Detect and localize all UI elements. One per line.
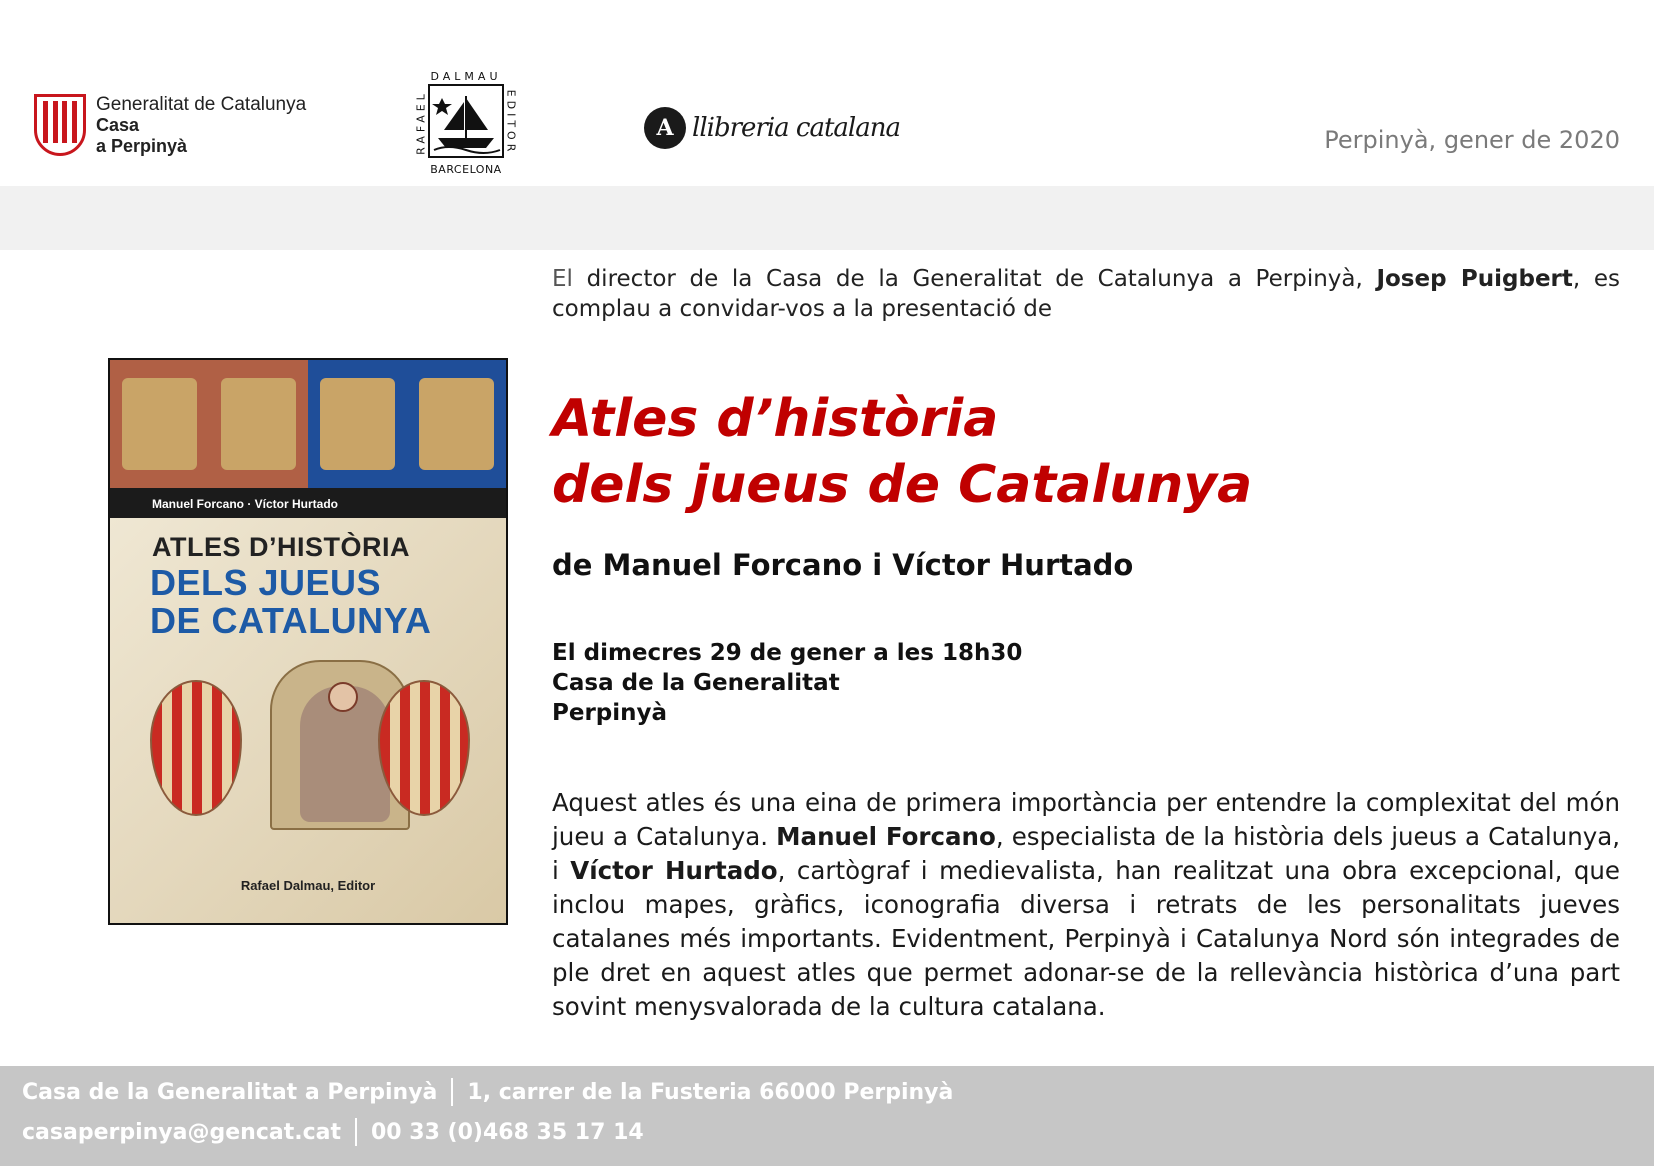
- dalmau-bottom-text: BARCELONA: [430, 163, 502, 176]
- footer-separator: [355, 1118, 357, 1146]
- cover-authors: Manuel Forcano · Víctor Hurtado: [110, 488, 506, 518]
- dalmau-top-text: DALMAU: [430, 70, 502, 83]
- llibreria-mark-icon: A: [644, 107, 686, 149]
- generalitat-emblem-icon: [34, 94, 86, 156]
- footer-address: 1, carrer de la Fusteria 66000 Perpinyà: [467, 1079, 954, 1105]
- footer-contact-row: [22, 1118, 644, 1146]
- footer-phone[interactable]: 00 33 (0)468 35 17 14: [370, 1119, 644, 1145]
- generalitat-name: Generalitat de Catalunya: [96, 93, 307, 115]
- intro-text-2: , es complau a convidar-vos a la presentació de: [552, 266, 1620, 322]
- header-band: [0, 186, 1654, 250]
- figure-head-illustration: [328, 682, 358, 712]
- intro-text-1: director de la Casa de la Generalitat de Catalunya a Perpinyà,: [572, 266, 1377, 292]
- letter-date: Perpinyà, gener de 2020: [1324, 126, 1620, 154]
- intro-el: El: [552, 266, 573, 292]
- llibreria-text: llibreria catalana: [692, 113, 900, 143]
- shield-icon: [150, 680, 242, 816]
- cover-title-line2: DELS JUEUS: [150, 562, 382, 603]
- generalitat-perpinya: a Perpinyà: [96, 135, 188, 156]
- cover-title-line1: ATLES D’HISTÒRIA: [152, 532, 411, 562]
- footer-address-row: [22, 1078, 953, 1106]
- ship-icon: [428, 84, 504, 158]
- event-venue: Casa de la Generalitat: [552, 670, 840, 696]
- dalmau-left-text: RAFAEL: [414, 90, 428, 155]
- cover-publisher: Rafael Dalmau, Editor: [240, 878, 376, 893]
- event-date-time: El dimecres 29 de gener a les 18h30: [552, 640, 1023, 666]
- generalitat-casa: Casa: [96, 114, 140, 135]
- book-title-line2: dels jueus de Catalunya: [552, 455, 1253, 515]
- footer: [0, 1066, 1654, 1166]
- director-name: Josep Puigbert: [1376, 266, 1573, 292]
- footer-org: Casa de la Generalitat a Perpinyà: [22, 1079, 438, 1105]
- cover-title-line3: DE CATALUNYA: [150, 600, 432, 641]
- description-author-1: Manuel Forcano: [776, 822, 996, 851]
- description-part-2: , especialista de la història dels jueus a Catalunya, i: [552, 822, 1621, 885]
- generalitat-logo: [34, 92, 334, 158]
- generalitat-logo-text: [96, 94, 306, 157]
- cover-mosaic: [110, 360, 506, 488]
- event-details: [552, 638, 1022, 728]
- llibreria-catalana-logo: [644, 104, 900, 152]
- dalmau-right-text: EDITOR: [504, 89, 518, 156]
- footer-separator: [451, 1078, 453, 1106]
- book-title: [552, 386, 1252, 518]
- description-part-1: Aquest atles és una eina de primera importància per entendre la complexitat del món jueu a Catalunya.: [552, 788, 1620, 851]
- book-description: [552, 786, 1620, 1024]
- footer-email[interactable]: casaperpinya@gencat.cat: [22, 1119, 341, 1145]
- book-authors: de Manuel Forcano i Víctor Hurtado: [552, 548, 1134, 582]
- cover-title-line2-3: [150, 564, 431, 640]
- shield-icon: [378, 680, 470, 816]
- rafael-dalmau-logo: [412, 70, 520, 176]
- event-city: Perpinyà: [552, 700, 668, 726]
- cover-illustration: [150, 660, 470, 850]
- book-title-line1: Atles d’història: [552, 389, 999, 449]
- invitation-intro: [552, 264, 1620, 324]
- description-author-2: Víctor Hurtado: [570, 856, 778, 885]
- description-part-3: , cartògraf i medievalista, han realitzat una obra excepcional, que inclou mapes, gràfics, iconografia diversa i retrats de les personalitats jueves catalanes més importants. Evidentment, Perpinyà i Catalunya Nord són integrades de ple dret en aquest atles que permet adonar-se de la rellevància històrica d’una part sovint menysvalorada de la cultura catalana.: [552, 856, 1620, 1021]
- book-cover-image: [108, 358, 508, 925]
